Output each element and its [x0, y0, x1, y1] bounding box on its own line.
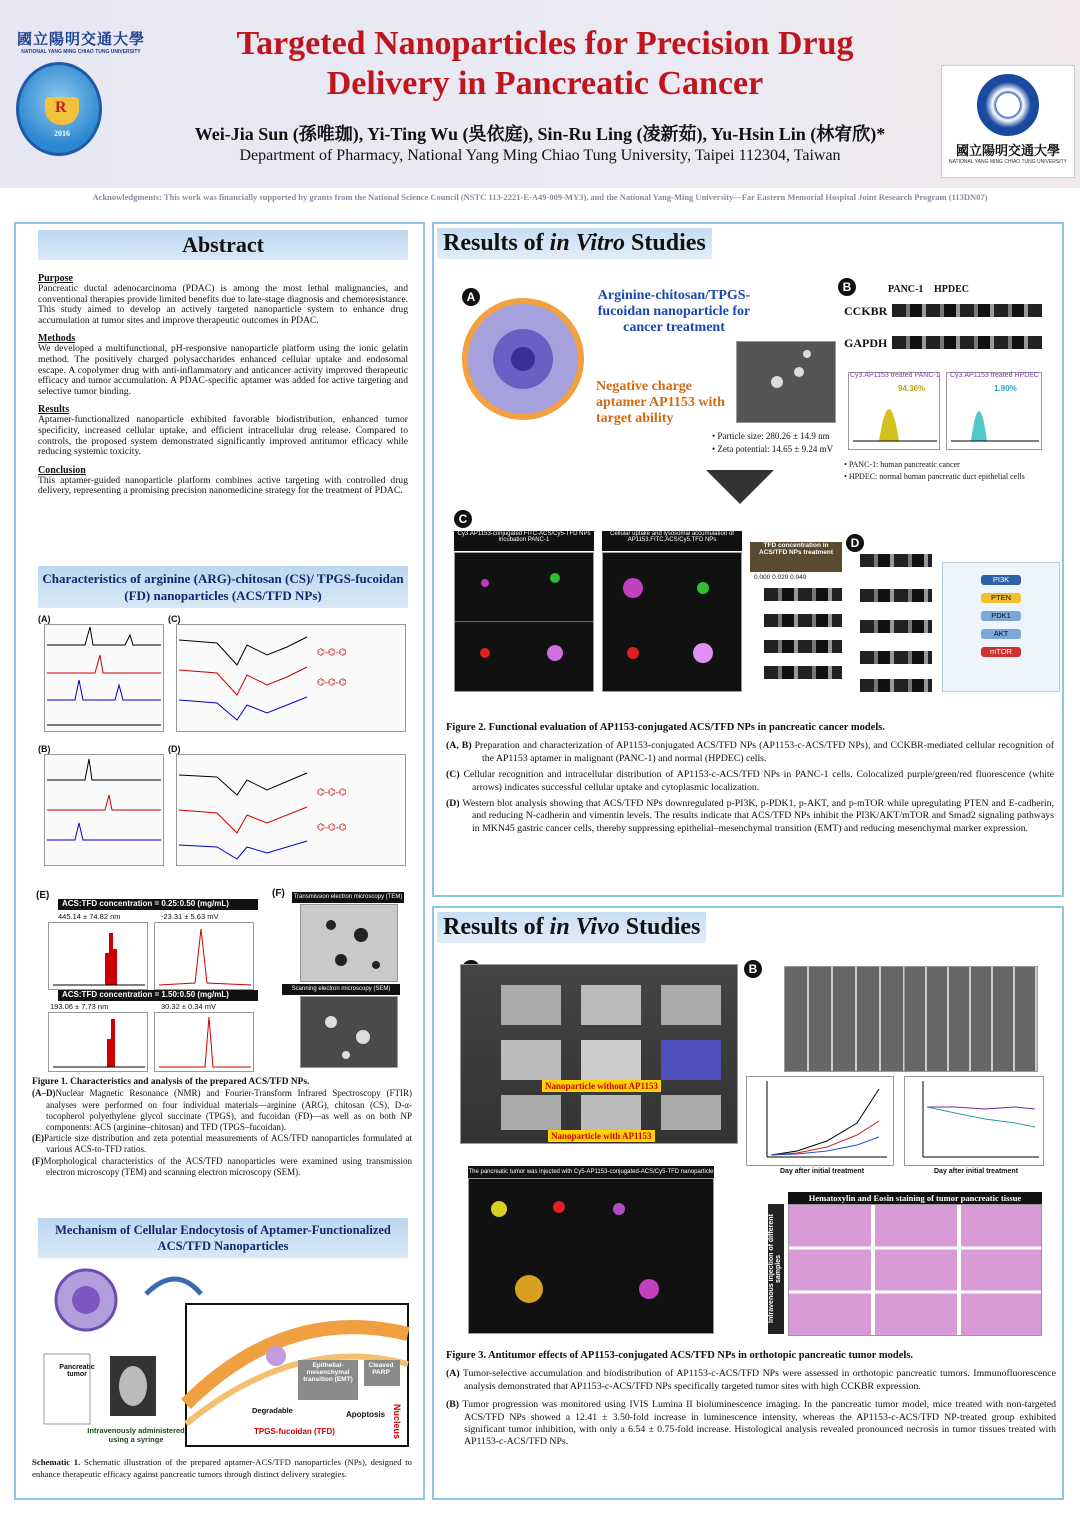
day-label-2: Day after initial treatment: [934, 1168, 1019, 1175]
zeta-potential: • Zeta potential: 14.65 ± 9.24 mV: [712, 444, 834, 454]
in-vitro-heading-em: in Vitro: [549, 230, 626, 256]
immunofluorescence-images: [468, 1178, 714, 1334]
left-column: [14, 222, 425, 1500]
acknowledgments: Acknowledgments: This work was financially supported by grants from the National Science Council (NSTC 113-2221-E-A49-009-MY3), and the National Yang-Ming University—Far Eastern Memorial Hospital Joint Research Program (113DN07): [92, 192, 988, 202]
pancreatic-tumor-label: Pancreatic tumor: [59, 1364, 95, 1378]
university-emblem-icon: [977, 74, 1039, 136]
tpgs-fucoidan-label: TPGS-fucoidan (TFD): [254, 1427, 335, 1436]
purpose-heading: Purpose: [38, 273, 73, 284]
western-blot-2: [764, 614, 842, 627]
figure-1-e: [32, 1133, 412, 1155]
figure-1-ad: [32, 1088, 412, 1133]
flow2-label: Cy3.AP1153 treated HPDEC: [950, 372, 1039, 379]
in-vitro-heading: [437, 228, 712, 259]
abstract-heading: Abstract: [38, 230, 408, 260]
figure-3-a-label: (A): [446, 1368, 460, 1380]
fluorescence-grid-1: [454, 552, 594, 692]
right-logo-en: NATIONAL YANG MING CHIAO TUNG UNIVERSITY: [948, 159, 1068, 165]
iv-injection-label: Intravenous injection of different samples: [768, 1204, 784, 1334]
western-blot-5: [860, 554, 932, 567]
vitro-panel-b-badge: B: [838, 278, 856, 296]
panel-a-label: (A): [38, 614, 51, 624]
svg-text:⌬-⌬-⌬: ⌬-⌬-⌬: [317, 787, 347, 797]
vitro-panel-a-badge: A: [462, 288, 480, 306]
cckbr-label: CCKBR: [844, 304, 888, 318]
col-panc1: PANC-1: [888, 284, 924, 295]
flow1-percent: 94.36%: [898, 384, 926, 393]
seal-year: 2016: [54, 129, 70, 138]
university-name-cn: 國立陽明交通大學: [16, 32, 145, 48]
university-name-en: NATIONAL YANG MING CHIAO TUNG UNIVERSITY: [21, 49, 141, 55]
flow2-percent: 1.90%: [994, 384, 1017, 393]
figure-1-ad-text: Nuclear Magnetic Resonance (NMR) and Fourier-Transform Infrared Spectroscopy (FTIR) analyses were performed on four individual materials—arginine (ARG), chitosan (CS), D-α-tocopherol polyethylene glycol succinate (TPGS), and fucoidan (FD)—as well as on both NP components: ACS (arginine–chitosan) and TFD (TPGS–fucoidan).: [46, 1088, 412, 1133]
figure-2-ab: [446, 740, 1054, 765]
nanoparticle-illustration: [458, 284, 588, 434]
figure-1-caption: [32, 1076, 412, 1178]
particle-size: • Particle size: 280.26 ± 14.9 nm: [712, 431, 830, 441]
pathway-diagram: [942, 562, 1060, 692]
panel-d-label: (D): [168, 744, 181, 754]
department: Department of Pharmacy, National Yang Ming Chiao Tung University, Taipei 112304, Taiwan: [239, 147, 841, 164]
note-panc1-text: PANC-1: human pancreatic cancer: [848, 460, 960, 469]
conclusion-heading: Conclusion: [38, 464, 86, 476]
cckbr-blot: [892, 304, 1042, 317]
mechanism-heading: Mechanism of Cellular Endocytosis of Aptamer-Functionalized ACS/TFD Nanoparticles: [38, 1218, 408, 1258]
in-vitro-heading-b: Studies: [625, 230, 706, 256]
ivis-images-group-1: [784, 966, 924, 1072]
figure-2-ab-text: Preparation and characterization of AP1153-conjugated ACS/TFD NPs (AP1153-c-ACS/TFD NPs), and CCKBR-mediated cellular recognition of the AP1153 aptamer in malignant (PANC-1) and normal (HPDEC) cells.: [474, 740, 1054, 764]
title-line-1: Targeted Nanoparticles for Precision Drug: [236, 25, 854, 62]
figure-1-e-text: Particle size distribution and zeta potential measurements of ACS/TFD nanoparticles formulated at various ACS-to-TFD ratios.: [44, 1133, 412, 1155]
western-blot-1: [764, 588, 842, 601]
zeta-value-2: 30.32 ± 0.34 mV: [161, 1002, 216, 1011]
np-with-aptamer-label: Nanoparticle with AP1153: [548, 1130, 655, 1142]
university-logo-right: [941, 65, 1075, 178]
he-staining-images: [788, 1204, 1042, 1336]
figure-2-caption: [446, 722, 1054, 835]
np-description: Arginine-chitosan/TPGS-fucoidan nanoparticle for cancer treatment: [597, 288, 751, 335]
degradable-label: Degradable: [252, 1406, 293, 1415]
luminescence-growth-chart: [746, 1076, 894, 1166]
vitro-panel-c-badge: C: [454, 510, 472, 528]
note-hpdec-text: HPDEC: normal human pancreatic duct epithelial cells: [848, 472, 1025, 481]
pathway-node-akt: AKT: [981, 629, 1021, 639]
western-blot-7: [860, 620, 932, 633]
figure-1-f: [32, 1156, 412, 1178]
figure-2-title: Figure 2. Functional evaluation of AP1153-conjugated ACS/TFD NPs in pancreatic cancer models.: [446, 722, 885, 733]
pathway-node-pdk1: PDK1: [981, 611, 1021, 621]
note-hpdec: • HPDEC: normal human pancreatic duct epithelial cells: [844, 472, 1025, 481]
title-line-2: Delivery in Pancreatic Cancer: [326, 65, 764, 102]
in-vitro-panel: [432, 222, 1064, 897]
schematic-caption-text: Schematic illustration of the prepared aptamer-ACS/TFD nanoparticles (NPs), designed to enhance therapeutic efficacy against pancreatic tumors through distinct delivery strategies.: [32, 1457, 413, 1479]
characteristics-heading: Characteristics of arginine (ARG)-chitosan (CS)/ TPGS-fucoidan (FD) nanoparticles (ACS/TFD NPs): [38, 566, 408, 608]
svg-text:⌬-⌬-⌬: ⌬-⌬-⌬: [317, 647, 347, 657]
gapdh-label: GAPDH: [844, 336, 888, 350]
figure-2-d: [446, 798, 1054, 835]
aptamer-description: Negative charge aptamer AP1153 with target ability: [596, 379, 725, 426]
figure-3-title: Figure 3. Antitumor effects of AP1153-conjugated ACS/TFD NPs in orthotopic pancreatic tumor models.: [446, 1350, 914, 1361]
figure-1-f-label: (F): [32, 1155, 44, 1166]
university-logo-left: [6, 28, 156, 55]
c-title-1: Cy3.AP1153-conjugated FITC-ACS/Cy5-TFD NPs incubation PANC-1: [454, 531, 594, 551]
figure-1-ad-label: (A–D): [32, 1088, 56, 1099]
note-panc1: • PANC-1: human pancreatic cancer: [844, 460, 960, 469]
panel-e-label: (E): [36, 890, 50, 901]
pathway-node-pten: PTEN: [981, 593, 1021, 603]
sem-nanoparticle-image: [736, 341, 836, 423]
fluorescence-grid-2: [602, 552, 742, 692]
biodistribution-imaging: [460, 964, 738, 1144]
figure-2-d-text: Western blot analysis showing that ACS/TFD NPs downregulated p-PI3K, p-PDK1, p-AKT, and p-mTOR while upregulating PTEN and E-cadherin, and reducing N-cadherin and vimentin levels. The results indicate that ACS/TFD NPs inhibit the PI3K/AKT/mTOR and Smad2 signaling pathways in MKN45 gastric cancer cells, thereby suppressing epithelial–mesenchymal transition (EMT) and reducing mesenchymal marker expression.: [462, 798, 1054, 834]
ftir-spectra-figure-c: [176, 624, 406, 732]
sem-label: Scanning electron microscopy (SEM): [282, 984, 400, 995]
apoptosis-label: Apoptosis: [346, 1410, 386, 1419]
purpose-text: Pancreatic ductal adenocarcinoma (PDAC) is among the most lethal malignancies, and conventional therapies provide limited benefits due to late-stage diagnosis and chemoresistance. This study aimed to develop an actively targeted nanoparticle system to enhance drug accumulation at tumor sites and improve therapeutic outcomes in PDAC.: [38, 283, 408, 326]
vivo-panel-b-badge: B: [744, 960, 762, 978]
gapdh-blot: [892, 336, 1042, 349]
western-blot-9: [860, 679, 932, 692]
panel-f-label: (F): [272, 888, 285, 899]
methods-heading: Methods: [38, 333, 76, 345]
panel-b-label: (B): [38, 744, 51, 754]
sem-image: [300, 996, 398, 1068]
tfd-concentration-header: TFD concentration in ACS/TFD NPs treatment: [750, 542, 842, 572]
pathway-node-mtor: mTOR: [981, 647, 1021, 657]
poster-title: [160, 24, 930, 104]
figure-2-c-text: Cellular recognition and intracellular distribution of AP1153-c-ACS/TFD NPs in PANC-1 cells. Colocalized purple/green/red fluorescence (white arrows) indicates successful cellular uptake and cytoplasmic localization.: [463, 769, 1055, 793]
tfd-concentration-values: 0.000 0.020 0.040: [754, 574, 807, 581]
figure-2-ab-label: (A, B): [446, 740, 472, 752]
concentration-label-1: ACS:TFD concentration = 0.25:0.50 (mg/mL): [58, 899, 258, 910]
size-value-2: 193.06 ± 7.73 nm: [50, 1002, 109, 1011]
figure-2-d-label: (D): [446, 798, 460, 810]
parp-box: Cleaved PARP: [368, 1362, 394, 1376]
abstract-body: [38, 266, 408, 497]
methods-text: We developed a multifunctional, pH-responsive nanoparticle platform using the ionic gelatin method. The positively charged polysaccharides enhanced cellular uptake and endosomal escape. A copolymer drug with anti-inflammatory and anticancer activity improved therapeutic efficacy and tumor accumulation. A PDAC-specific aptamer was added for active targeting and selective tumor binding.: [38, 343, 408, 397]
ftir-spectra-figure-d: [176, 754, 406, 866]
emt-box: Epithelial-mesenchymal transition (EMT): [303, 1362, 353, 1383]
poster-header: [0, 0, 1080, 188]
western-blot-8: [860, 651, 932, 664]
in-vivo-panel: [432, 906, 1064, 1500]
ivis-images-group-2: [904, 966, 1038, 1072]
in-vitro-heading-a: Results of: [443, 230, 550, 256]
figure-3-b: [446, 1399, 1056, 1449]
figure-1-f-text: Morphological characteristics of the ACS/TFD nanoparticles were examined using transmission electron microscopy (TEM) and scanning electron microscopy (SEM).: [43, 1155, 412, 1177]
nmr-spectra-figure-b: [44, 754, 164, 866]
size-distribution-chart-1: [48, 922, 148, 990]
down-arrow-icon: [706, 470, 774, 504]
np-without-aptamer-label: Nanoparticle without AP1153: [542, 1080, 661, 1092]
schematic-caption: [32, 1456, 412, 1480]
panel-c-label: (C): [168, 614, 181, 624]
body-weight-chart: [904, 1076, 1044, 1166]
day-label-1: Day after initial treatment: [780, 1168, 865, 1175]
in-vivo-heading-em: in Vivo: [549, 914, 620, 940]
iv-label: Intravenously administered using a syringe: [87, 1426, 185, 1444]
col-hpdec: HPDEC: [934, 284, 969, 295]
c-title-2: Cellular uptake and lysosomal accumulation of AP1153.FITC.ACS/Cy5.TFD NPs: [602, 531, 742, 551]
tem-image: [300, 904, 398, 982]
svg-text:⌬-⌬-⌬: ⌬-⌬-⌬: [317, 822, 347, 832]
nucleus-label: Nucleus: [392, 1404, 402, 1440]
western-blot-6: [860, 589, 932, 602]
faculty-seal-logo: [16, 62, 102, 156]
results-text: Aptamer-functionalized nanoparticle exhibited favorable biodistribution, enhanced tumor specificity, increased cellular uptake, and efficient intracellular drug release. Compared to controls, the proposed system demonstrated significantly improved antitumor efficacy while reducing systemic toxicity.: [38, 414, 408, 458]
vitro-panel-d-badge: D: [846, 534, 864, 552]
pathway-node-pi3k: PI3K: [981, 575, 1021, 585]
figure-1-title: Figure 1. Characteristics and analysis of the prepared ACS/TFD NPs.: [32, 1077, 310, 1087]
flow-cytometry-panc1: [848, 372, 940, 450]
concentration-label-2: ACS:TFD concentration = 1.50:0.50 (mg/mL): [58, 990, 258, 1001]
flow1-label: Cy3.AP1153 treated PANC-1: [850, 372, 940, 379]
size-value-1: 445.14 ± 74.82 nm: [58, 912, 121, 921]
figure-3-b-text: Tumor progression was monitored using IVIS Lumina II bioluminescence imaging. In the pancreatic tumor model, mice treated with non-targeted ACS/TFD NPs showed a 12.41 ± 3.50-fold increase in luminescence intensity, whereas the AP1153-c-ACS/TFD NP-treated group exhibited significant tumor inhibition, with only a 6.54 ± 0.75-fold increase. Histological analysis revealed pronounced necrosis in tumor tissues treated with AP1153-c-ACS/TFD NPs.: [462, 1399, 1056, 1448]
size-distribution-chart-2: [48, 1012, 148, 1072]
figure-2-c-label: (C): [446, 769, 460, 781]
if-title: The pancreatic tumor was injected with Cy5-AP1153-conjugated-ACS/Cy5-TFD nanoparticle: [468, 1166, 714, 1178]
schematic-caption-label: Schematic 1.: [32, 1457, 81, 1467]
endocytosis-schematic: [36, 1264, 416, 1449]
right-logo-cn: 國立陽明交通大學: [955, 143, 1060, 158]
figure-3-b-label: (B): [446, 1399, 460, 1411]
zeta-value-1: -23.31 ± 5.63 mV: [161, 912, 219, 921]
results-heading: Results: [38, 404, 70, 416]
figure-1-e-label: (E): [32, 1133, 44, 1144]
zeta-potential-chart-2: [154, 1012, 254, 1072]
nmr-spectra-figure-a: [44, 624, 164, 732]
figure-3-a: [446, 1368, 1056, 1393]
figure-2-c: [446, 769, 1054, 794]
tem-label: Transmission electron microscopy (TEM): [292, 892, 404, 903]
authors: Wei-Jia Sun (孫唯珈), Yi-Ting Wu (吳依庭), Sin-Ru Ling (凌新茹), Yu-Hsin Lin (林宥欣)*: [194, 124, 886, 144]
figure-3-a-text: Tumor-selective accumulation and biodistribution of AP1153-c-ACS/TFD NPs were assessed in orthotopic pancreatic tumors. Immunofluorescence analysis demonstrated that AP1153-c-ACS/TFD NPs specifically targeted tumor sites with high CCKBR expression.: [462, 1368, 1056, 1392]
western-blot-3: [764, 640, 842, 653]
seal-letter: R: [55, 99, 67, 116]
in-vivo-heading-a: Results of: [443, 914, 550, 940]
in-vivo-heading-b: Studies: [619, 914, 701, 940]
zeta-potential-chart-1: [154, 922, 254, 990]
in-vivo-heading: [437, 912, 706, 943]
conclusion-text: This aptamer-guided nanoparticle platform combines active targeting with controlled drug delivery, representing a promising precision nanomedicine strategy for the treatment of PDAC.: [38, 474, 408, 497]
figure-3-caption: [446, 1350, 1056, 1449]
he-title: Hematoxylin and Eosin staining of tumor pancreatic tissue: [788, 1192, 1042, 1204]
svg-text:⌬-⌬-⌬: ⌬-⌬-⌬: [317, 677, 347, 687]
western-blot-4: [764, 666, 842, 679]
